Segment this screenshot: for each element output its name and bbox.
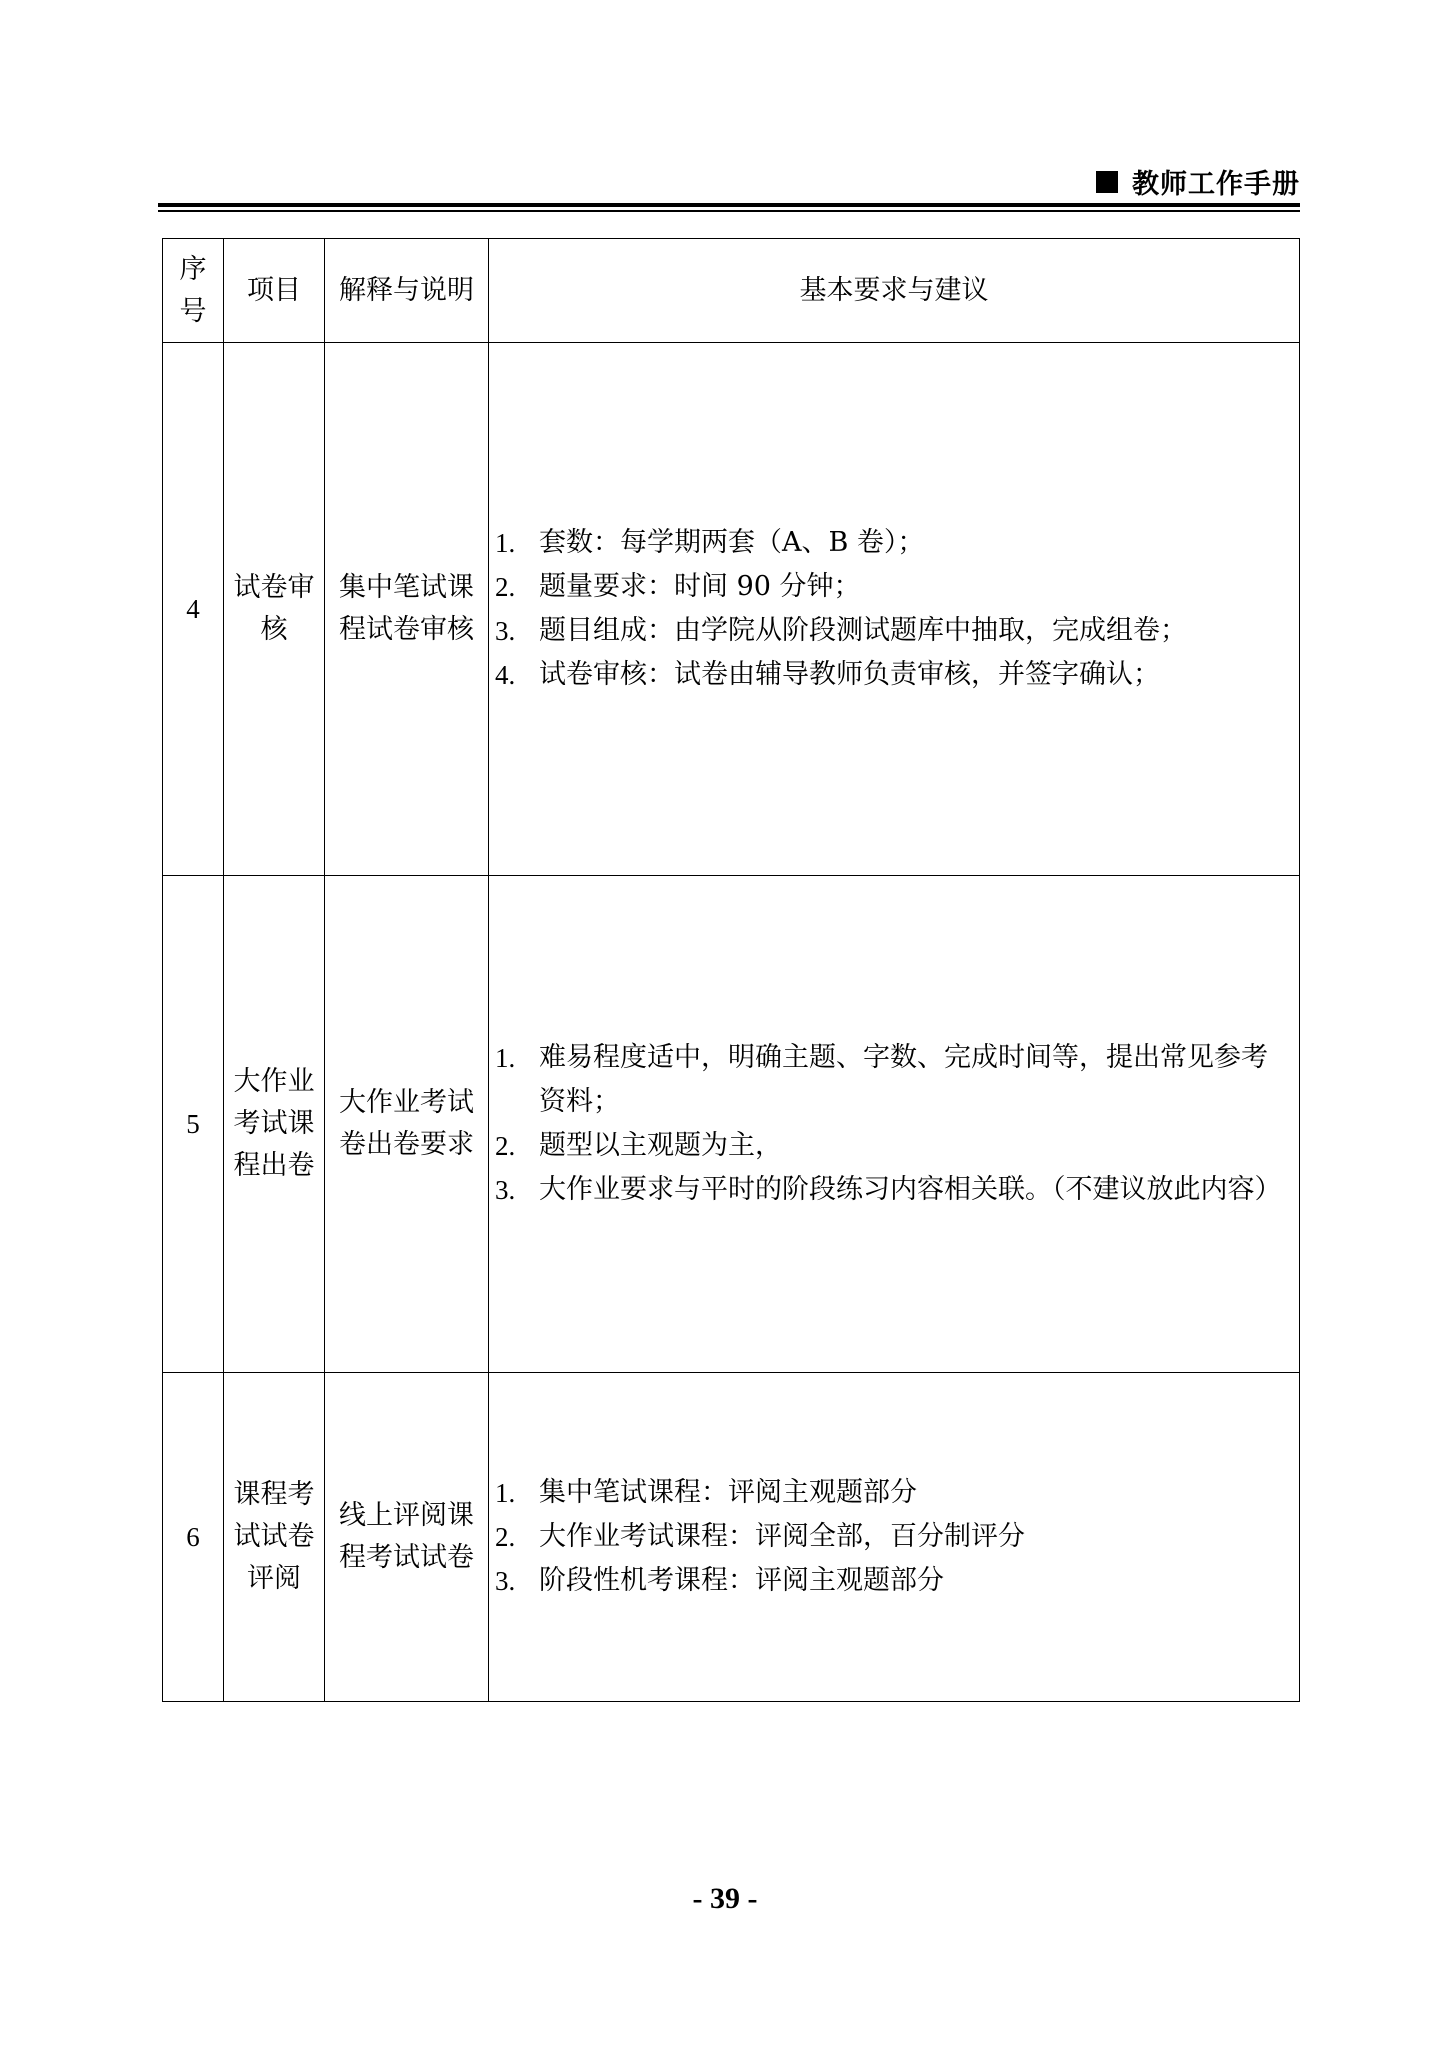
list-item-number: 3. xyxy=(495,616,516,646)
list-item xyxy=(495,609,1293,653)
requirements-list xyxy=(495,1036,1293,1212)
list-item-text: 集中笔试课程：评阅主观题部分 xyxy=(539,1477,917,1508)
list-item xyxy=(495,653,1293,697)
column-header-req: 基本要求与建议 xyxy=(489,239,1300,343)
column-header-desc: 解释与说明 xyxy=(325,239,489,343)
list-item xyxy=(495,1124,1293,1168)
list-item-text: 题量要求：时间 90 分钟； xyxy=(539,571,861,602)
header-title xyxy=(1096,162,1300,201)
header-rule-thin xyxy=(158,210,1300,212)
header-rule-thick xyxy=(158,203,1300,207)
row-desc: 大作业考试卷出卷要求 xyxy=(325,876,489,1373)
square-bullet-icon xyxy=(1096,171,1118,193)
row-requirements xyxy=(489,1373,1300,1702)
list-item-text: 大作业考试课程：评阅全部，百分制评分 xyxy=(539,1521,1025,1552)
list-item-text: 阶段性机考课程：评阅主观题部分 xyxy=(539,1565,944,1596)
list-item-number: 2. xyxy=(495,1131,516,1161)
list-item-text: 难易程度适中，明确主题、字数、完成时间等，提出常见参考资料； xyxy=(539,1042,1268,1117)
table-row xyxy=(163,343,1300,876)
list-item-number: 2. xyxy=(495,572,516,602)
list-item-number: 1. xyxy=(495,1478,516,1508)
row-requirements xyxy=(489,876,1300,1373)
list-item xyxy=(495,1471,1293,1515)
list-item-text: 题目组成：由学院从阶段测试题库中抽取，完成组卷； xyxy=(539,615,1187,646)
row-desc: 集中笔试课程试卷审核 xyxy=(325,343,489,876)
row-requirements xyxy=(489,343,1300,876)
list-item-number: 3. xyxy=(495,1566,516,1596)
row-desc: 线上评阅课程考试试卷 xyxy=(325,1373,489,1702)
list-item-number: 4. xyxy=(495,660,516,690)
list-item-text: 题型以主观题为主， xyxy=(539,1130,782,1161)
column-header-no: 序号 xyxy=(163,239,224,343)
list-item-number: 2. xyxy=(495,1522,516,1552)
list-item-number: 3. xyxy=(495,1175,516,1205)
row-no: 5 xyxy=(163,876,224,1373)
list-item xyxy=(495,521,1293,565)
page-header xyxy=(158,150,1300,210)
table-header-row xyxy=(163,239,1300,343)
column-header-item: 项目 xyxy=(224,239,325,343)
page-number: - 39 - xyxy=(692,1882,758,1915)
list-item xyxy=(495,1036,1293,1124)
requirements-list xyxy=(495,521,1293,697)
header-title-text: 教师工作手册 xyxy=(1132,169,1300,200)
requirements-table xyxy=(162,238,1300,1702)
list-item xyxy=(495,565,1293,609)
list-item-number: 1. xyxy=(495,528,516,558)
list-item xyxy=(495,1515,1293,1559)
requirements-list xyxy=(495,1471,1293,1603)
list-item-text: 套数：每学期两套（A、B 卷）； xyxy=(539,527,925,558)
row-item: 大作业考试课程出卷 xyxy=(224,876,325,1373)
row-no: 4 xyxy=(163,343,224,876)
row-item: 试卷审核 xyxy=(224,343,325,876)
list-item-text: 大作业要求与平时的阶段练习内容相关联。（不建议放此内容） xyxy=(539,1174,1282,1205)
row-item: 课程考试试卷评阅 xyxy=(224,1373,325,1702)
list-item-text: 试卷审核：试卷由辅导教师负责审核，并签字确认； xyxy=(539,659,1160,690)
list-item-number: 1. xyxy=(495,1043,516,1073)
list-item xyxy=(495,1559,1293,1603)
list-item xyxy=(495,1168,1293,1212)
row-no: 6 xyxy=(163,1373,224,1702)
table-row xyxy=(163,876,1300,1373)
table-row xyxy=(163,1373,1300,1702)
